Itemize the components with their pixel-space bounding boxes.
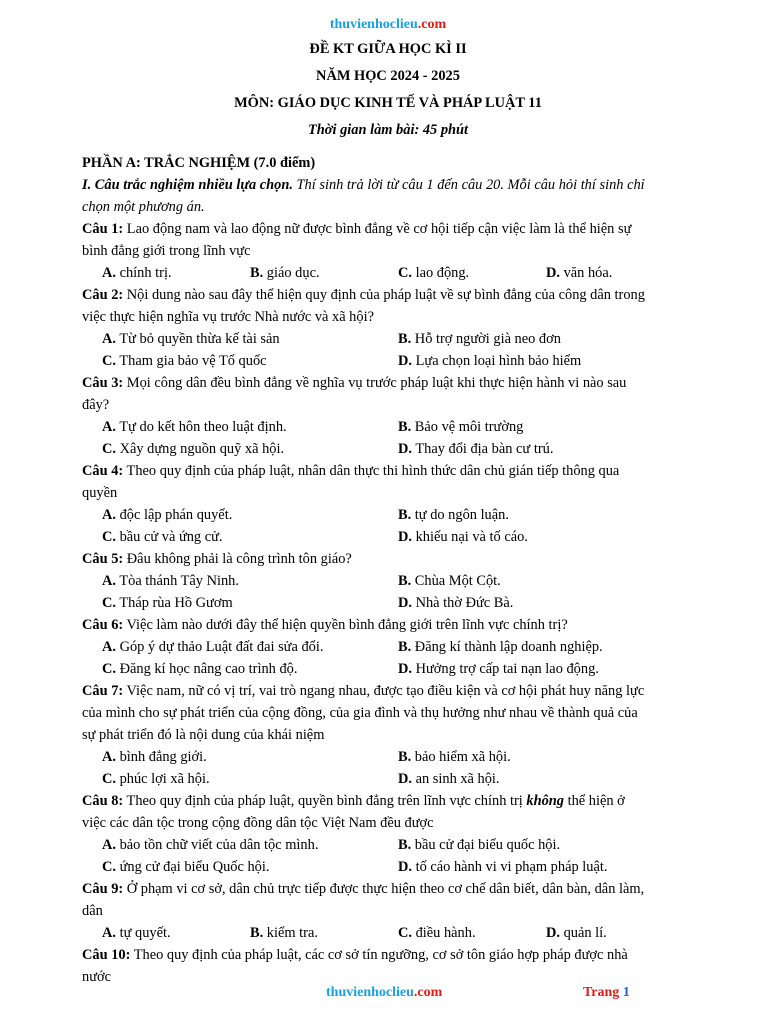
question-2: Câu 2: Nội dung nào sau đây thể hiện quy định của pháp luật về sự bình đẳng của công dân trong việc thực hiện nghĩa vụ trước Nhà nước và xã hội? A. Từ bỏ quyền thừa kế tài sản B. Hỗ trợ người già neo đơn C. Tham gia bảo vệ Tổ quốc D. Lựa chọn loại hình bảo hiểm [82, 284, 694, 372]
option-b[interactable]: B. bảo hiểm xã hội. [398, 749, 511, 765]
exam-page [82, 14, 694, 988]
exam-title: ĐỀ KT GIỮA HỌC KÌ II [309, 41, 467, 57]
option-b[interactable]: B. giáo dục. [250, 265, 320, 281]
option-b[interactable]: B. bầu cử đại biểu quốc hội. [398, 837, 561, 853]
page-number: Trang 1 [583, 985, 630, 1000]
question-label: Câu 1: [82, 221, 124, 237]
question-label: Câu 7: [82, 683, 124, 699]
option-c[interactable]: C. phúc lợi xã hội. [102, 771, 210, 787]
option-d[interactable]: D. khiếu nại và tố cáo. [398, 529, 528, 545]
page-footer [0, 982, 768, 1004]
option-a[interactable]: A. Tòa thánh Tây Ninh. [102, 573, 239, 589]
answer-options-row-2 [82, 438, 694, 460]
section-title: PHẦN A: TRẮC NGHIỆM (7.0 điểm) [82, 155, 316, 171]
answer-options-row-1 [82, 504, 694, 526]
option-c[interactable]: C. điều hành. [398, 925, 476, 941]
option-b[interactable]: B. Bảo vệ môi trường [398, 419, 524, 435]
answer-options-row-1 [82, 636, 694, 658]
option-c[interactable]: C. Xây dựng nguồn quỹ xã hội. [102, 441, 285, 457]
school-year: NĂM HỌC 2024 - 2025 [316, 68, 460, 84]
option-d[interactable]: D. Thay đổi địa bàn cư trú. [398, 441, 554, 457]
question-10: Câu 10: Theo quy định của pháp luật, các cơ sở tín ngưỡng, cơ sở tôn giáo hợp pháp được nhà nước [82, 947, 628, 985]
question-6: Câu 6: Việc làm nào dưới đây thể hiện quyền bình đẳng giới trên lĩnh vực chính trị? A. Góp ý dự thảo Luật đất đai sửa đổi. B. Đăng kí thành lập doanh nghiệp. C. Đăng kí học nâng cao trình độ. D. Hưởng trợ cấp tai nạn lao động. [82, 614, 694, 680]
answer-options-row-1 [82, 570, 694, 592]
answer-options-row-2 [82, 768, 694, 790]
option-b[interactable]: B. kiểm tra. [250, 925, 318, 941]
question-label: Câu 9: [82, 881, 124, 897]
option-a[interactable]: A. Từ bỏ quyền thừa kế tài sản [102, 331, 280, 347]
option-a[interactable]: A. Góp ý dự thảo Luật đất đai sửa đổi. [102, 639, 324, 655]
option-c[interactable]: C. Tháp rùa Hồ Gươm [102, 595, 233, 611]
option-c[interactable]: C. ứng cử đại biểu Quốc hội. [102, 859, 270, 875]
site-watermark[interactable]: thuvienhoclieu.com [329, 17, 447, 32]
answer-options-row-1 [82, 416, 694, 438]
question-3: Câu 3: Mọi công dân đều bình đẳng về nghĩa vụ trước pháp luật khi thực hiện hành vi nào sau đây? A. Tự do kết hôn theo luật định. B. Bảo vệ môi trường C. Xây dựng nguồn quỹ xã hội. D. Thay đổi địa bàn cư trú. [82, 372, 694, 460]
section-instructions: I. Câu trắc nghiệm nhiều lựa chọn. Thí sinh trả lời từ câu 1 đến câu 20. Mỗi câu hỏi thí sinh chỉ [82, 177, 645, 193]
time-limit: Thời gian làm bài: 45 phút [307, 122, 469, 138]
question-9: Câu 9: Ở phạm vi cơ sở, dân chủ trực tiếp được thực hiện theo cơ chế dân biết, dân bàn, dân làm, dân A. tự quyết. B. kiểm tra. C. điều hành. D. quản lí. [82, 878, 694, 944]
option-c[interactable]: C. Tham gia bảo vệ Tổ quốc [102, 353, 267, 369]
question-label: Câu 2: [82, 287, 124, 303]
option-c[interactable]: C. bầu cử và ứng cử. [102, 529, 223, 545]
answer-options-row-2 [82, 526, 694, 548]
question-label: Câu 10: [82, 947, 131, 963]
subject-title: MÔN: GIÁO DỤC KINH TẾ VÀ PHÁP LUẬT 11 [234, 95, 542, 111]
option-b[interactable]: B. Hỗ trợ người già neo đơn [398, 331, 561, 347]
option-b[interactable]: B. Chùa Một Cột. [398, 573, 501, 589]
answer-options [82, 262, 694, 284]
option-a[interactable]: A. Tự do kết hôn theo luật định. [102, 419, 287, 435]
option-c[interactable]: C. lao động. [398, 265, 470, 281]
question-5: Câu 5: Đâu không phải là công trình tôn giáo? A. Tòa thánh Tây Ninh. B. Chùa Một Cột. C. Tháp rùa Hồ Gươm D. Nhà thờ Đức Bà. [82, 548, 694, 614]
question-label: Câu 8: [82, 793, 124, 809]
option-d[interactable]: D. quản lí. [546, 925, 607, 941]
option-d[interactable]: D. văn hóa. [546, 265, 613, 281]
section-instructions-cont: chọn một phương án. [82, 199, 205, 215]
option-d[interactable]: D. Lựa chọn loại hình bảo hiểm [398, 353, 582, 369]
option-a[interactable]: A. bình đẳng giới. [102, 749, 207, 765]
emphasis-word: không [526, 793, 564, 809]
question-label: Câu 5: [82, 551, 124, 567]
option-a[interactable]: A. bảo tồn chữ viết của dân tộc mình. [102, 837, 319, 853]
answer-options-row-2 [82, 350, 694, 372]
answer-options-row-2 [82, 856, 694, 878]
question-4: Câu 4: Theo quy định của pháp luật, nhân dân thực thi hình thức dân chủ gián tiếp thông qua quyền A. độc lập phán quyết. B. tự do ngôn luận. C. bầu cử và ứng cử. D. khiếu nại và tố cáo. [82, 460, 694, 548]
question-label: Câu 4: [82, 463, 124, 479]
option-d[interactable]: D. Nhà thờ Đức Bà. [398, 595, 514, 611]
option-a[interactable]: A. tự quyết. [102, 925, 171, 941]
answer-options-row-2 [82, 658, 694, 680]
answer-options [82, 922, 694, 944]
question-1: Câu 1: Lao động nam và lao động nữ được bình đẳng về cơ hội tiếp cận việc làm là thể hiện sự bình đẳng giới trong lĩnh vực A. chính trị. B. giáo dục. C. lao động. D. văn hóa. [82, 218, 694, 284]
option-b[interactable]: B. tự do ngôn luận. [398, 507, 509, 523]
option-d[interactable]: D. Hưởng trợ cấp tai nạn lao động. [398, 661, 599, 677]
answer-options-row-2 [82, 592, 694, 614]
option-d[interactable]: D. tố cáo hành vi vi phạm pháp luật. [398, 859, 608, 875]
answer-options-row-1 [82, 746, 694, 768]
option-a[interactable]: A. chính trị. [102, 265, 172, 281]
question-7: Câu 7: Việc nam, nữ có vị trí, vai trò ngang nhau, được tạo điều kiện và cơ hội phát huy năng lực của mình cho sự phát triển của cộng đồng, của gia đình và thụ hưởng như nhau về thành quả của sự phát triển đó là nội dung của khái niệm A. bình đẳng giới. B. bảo hiểm xã hội. C. phúc lợi xã hội. D. an sinh xã hội. [82, 680, 694, 790]
footer-site-link[interactable]: thuvienhoclieu.com [326, 985, 443, 1000]
option-a[interactable]: A. độc lập phán quyết. [102, 507, 233, 523]
question-label: Câu 6: [82, 617, 124, 633]
option-b[interactable]: B. Đăng kí thành lập doanh nghiệp. [398, 639, 603, 655]
option-c[interactable]: C. Đăng kí học nâng cao trình độ. [102, 661, 298, 677]
question-label: Câu 3: [82, 375, 124, 391]
option-d[interactable]: D. an sinh xã hội. [398, 771, 500, 787]
answer-options-row-1 [82, 834, 694, 856]
question-8: Câu 8: Theo quy định của pháp luật, quyền bình đẳng trên lĩnh vực chính trị không thể hiện ở việc các dân tộc trong cộng đồng dân tộc Việt Nam đều được A. bảo tồn chữ viết của dân tộc mình. B. bầu cử đại biểu quốc hội. C. ứng cử đại biểu Quốc hội. D. tố cáo hành vi vi phạm pháp luật. [82, 790, 694, 878]
answer-options-row-1 [82, 328, 694, 350]
